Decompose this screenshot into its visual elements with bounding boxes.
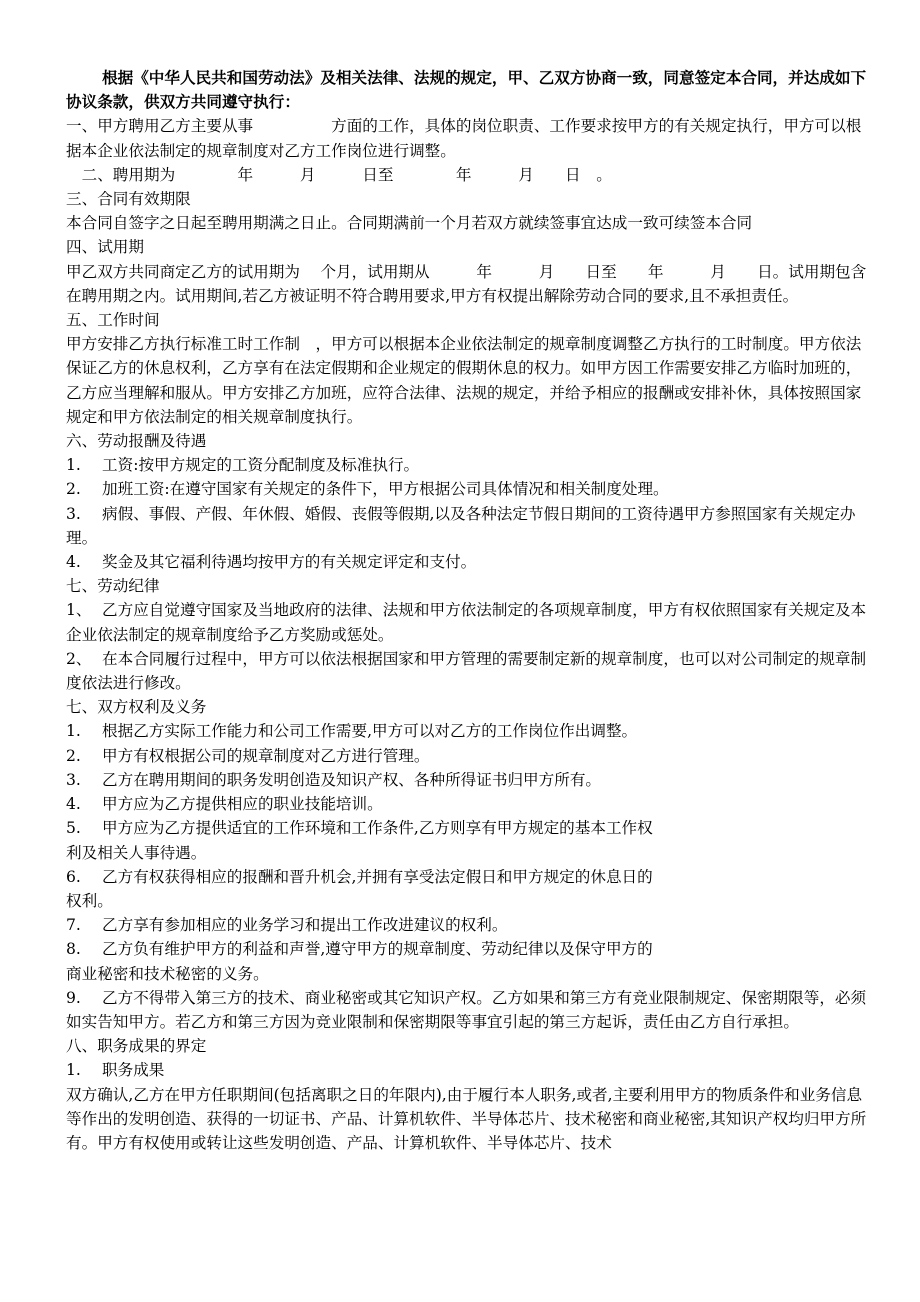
item-number: 5. (66, 819, 81, 838)
item-text: 乙方应自觉遵守国家及当地政府的法律、法规和甲方依法制定的各项规章制度，甲方有权依照国家有关规定及本企业依法制定的规章制度给予乙方奖励或惩处。 (66, 601, 867, 644)
item-text: 甲方有权根据公司的规章制度对乙方进行管理。 (102, 746, 430, 765)
section-4-title: 四、试用期 (66, 238, 144, 257)
section-7b-item (66, 865, 874, 889)
item-number: 2、 (66, 649, 92, 668)
item-number: 1. (66, 722, 81, 741)
item-continuation: 利及相关人事待遇。 (66, 843, 207, 862)
item-number: 1. (66, 1061, 81, 1080)
section-7b-item (66, 792, 874, 816)
section-3-title: 三、合同有效期限 (66, 190, 191, 209)
section-6-item (66, 502, 874, 550)
item-number: 4. (66, 553, 81, 572)
section-3-body: 本合同自签字之日起至聘用期满之日止。合同期满前一个月若双方就续签事宜达成一致可续签本合同 (66, 214, 753, 233)
item-text: 奖金及其它福利待遇均按甲方的有关规定评定和支付。 (102, 553, 477, 572)
section-7b-item (66, 768, 874, 792)
item-text: 乙方享有参加相应的业务学习和提出工作改进建议的权利。 (102, 916, 508, 935)
item-text: 在本合同履行过程中，甲方可以依法根据国家和甲方管理的需要制定新的规章制度，也可以对公司制定的规章制度依法进行修改。 (66, 649, 867, 693)
item-number: 1、 (66, 601, 92, 620)
item-text: 甲方应为乙方提供适宜的工作环境和工作条件,乙方则享有甲方规定的基本工作权 (102, 819, 653, 838)
section-2-paragraph: 二、聘用期为 年 月 日至 年 月 日 。 (66, 165, 612, 184)
item-text: 乙方负有维护甲方的利益和声誉,遵守甲方的规章制度、劳动纪律以及保守甲方的 (102, 940, 653, 959)
section-7b-item (66, 816, 874, 840)
section-5-body: 甲方安排乙方执行标准工时工作制 ，甲方可以根据本企业依法制定的规章制度调整乙方执行的工时制度。甲方依法保证乙方的休息权利，乙方享有在法定假期和企业规定的假期休息的权力。如甲方因工作需要安排乙方临时加班的，乙方应当理解和服从。甲方安排乙方加班，应符合法律、法规的规定，并给予相应的报酬或安排补休，具体按照国家规定和甲方依法制定的相关规章制度执行。 (66, 335, 862, 426)
section-4-body: 甲乙双方共同商定乙方的试用期为 个月，试用期从 年 月 日至 年 月 日。试用期包含在聘用期之内。试用期间,若乙方被证明不符合聘用要求,甲方有权提出解除劳动合同的要求,且不承担责任。 (66, 262, 867, 305)
section-6-item (66, 453, 874, 477)
section-6-item (66, 550, 874, 574)
item-continuation: 权利。 (66, 891, 113, 910)
item-text: 病假、事假、产假、年休假、婚假、丧假等假期,以及各种法定节假日期间的工资待遇甲方参照国家有关规定办理。 (66, 504, 856, 547)
section-6-item (66, 477, 874, 501)
item-number: 2. (66, 746, 81, 765)
item-number: 3. (66, 770, 81, 789)
section-7-item (66, 647, 874, 695)
item-number: 7. (66, 916, 81, 935)
item-number: 3. (66, 504, 81, 523)
item-text: 乙方有权获得相应的报酬和晋升机会,并拥有享受法定假日和甲方规定的休息日的 (102, 867, 653, 886)
item-text: 工资:按甲方规定的工资分配制度及标准执行。 (102, 456, 420, 475)
item-number: 8. (66, 940, 81, 959)
section-7b-item (66, 986, 874, 1034)
section-1-paragraph: 一、甲方聘用乙方主要从事 方面的工作，具体的岗位职责、工作要求按甲方的有关规定执行，甲方可以根据本企业依法制定的规章制度对乙方工作岗位进行调整。 (66, 117, 862, 160)
item-number: 1. (66, 456, 81, 475)
section-7b-item (66, 913, 874, 937)
section-7b-title: 七、双方权利及义务 (66, 698, 207, 717)
item-text: 根据乙方实际工作能力和公司工作需要,甲方可以对乙方的工作岗位作出调整。 (102, 722, 638, 741)
item-continuation: 商业秘密和技术秘密的义务。 (66, 964, 269, 983)
item-text: 甲方应为乙方提供相应的职业技能培训。 (102, 795, 383, 814)
section-7b-item (66, 719, 874, 743)
section-7b-item (66, 744, 874, 768)
intro-paragraph: 根据《中华人民共和国劳动法》及相关法律、法规的规定，甲、乙双方协商一致，同意签定本合同，并达成如下协议条款，供双方共同遵守执行： (66, 68, 867, 112)
section-8-title: 八、职务成果的界定 (66, 1037, 207, 1056)
item-text: 乙方在聘用期间的职务发明创造及知识产权、各种所得证书归甲方所有。 (102, 770, 602, 789)
item-text: 职务成果 (102, 1061, 165, 1080)
section-6-title: 六、劳动报酬及待遇 (66, 432, 207, 451)
item-number: 2. (66, 480, 81, 499)
item-text: 加班工资:在遵守国家有关规定的条件下，甲方根据公司具体情况和相关制度处理。 (102, 480, 669, 499)
section-8-subheading (66, 1058, 874, 1082)
section-5-title: 五、工作时间 (66, 311, 160, 330)
section-7-item (66, 598, 874, 646)
item-number: 9. (66, 988, 81, 1007)
item-number: 6. (66, 867, 81, 886)
section-7b-item (66, 937, 874, 961)
item-number: 4. (66, 795, 81, 814)
section-8-body: 双方确认,乙方在甲方任职期间(包括离职之日的年限内),由于履行本人职务,或者,主要利用甲方的物质条件和业务信息等作出的发明创造、获得的一切证书、产品、计算机软件、半导体芯片、技术秘密和商业秘密,其知识产权均归甲方所有。甲方有权使用或转让这些发明创造、产品、计算机软件、半导体芯片、技术 (66, 1085, 867, 1152)
section-7-title: 七、劳动纪律 (66, 577, 160, 596)
item-text: 乙方不得带入第三方的技术、商业秘密或其它知识产权。乙方如果和第三方有竞业限制规定、保密期限等，必须如实告知甲方。若乙方和第三方因为竞业限制和保密期限等事宜引起的第三方起诉，责任由乙方自行承担。 (66, 988, 867, 1031)
